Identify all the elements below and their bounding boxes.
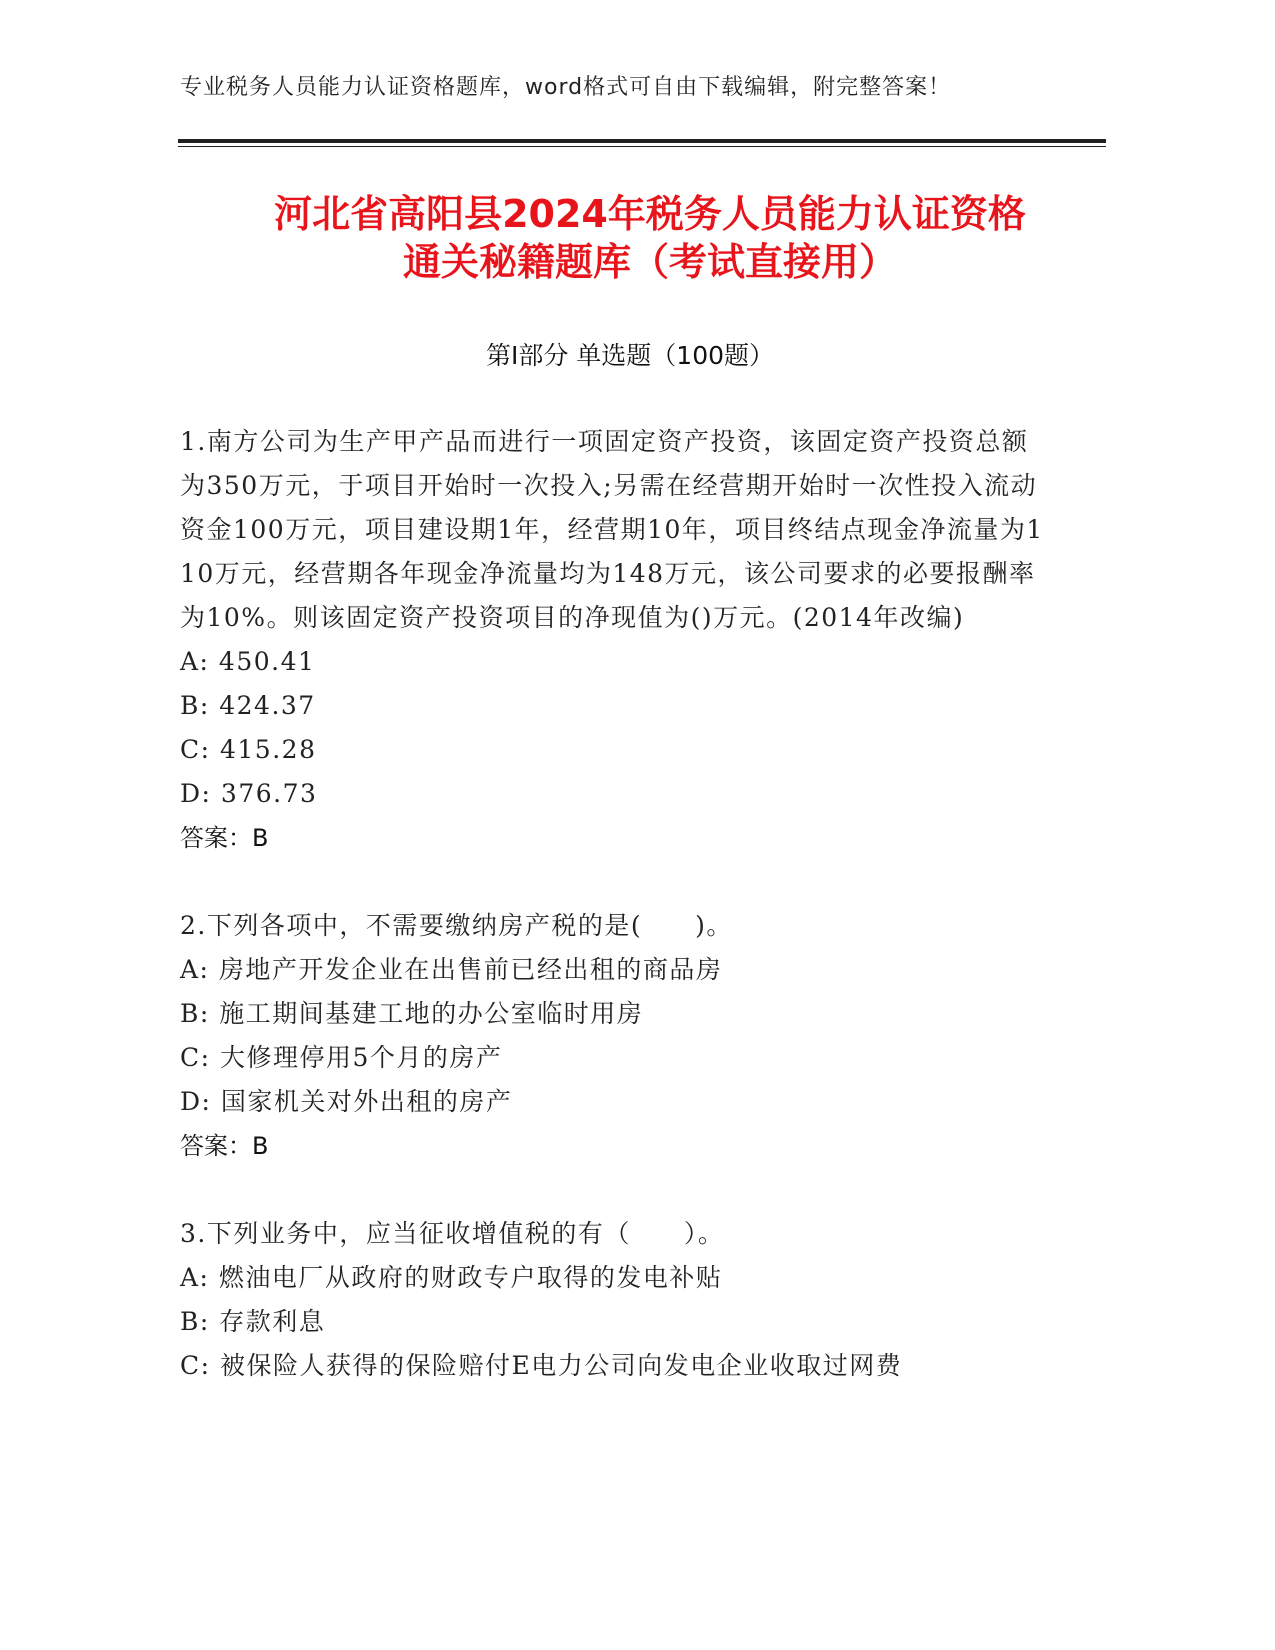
option-a: A: 燃油电厂从政府的财政专户取得的发电补贴 <box>180 1263 723 1292</box>
question-2 <box>180 904 1050 1168</box>
option-d: D: 376.73 <box>180 779 318 808</box>
option-a: A: 450.41 <box>180 647 316 676</box>
option-d: D: 国家机关对外出租的房产 <box>180 1087 513 1116</box>
answer: 答案：B <box>180 1132 269 1160</box>
header-note: 专业税务人员能力认证资格题库，word格式可自由下载编辑，附完整答案！ <box>180 75 952 100</box>
option-b: B: 施工期间基建工地的办公室临时用房 <box>180 999 644 1028</box>
option-c: C: 大修理停用5个月的房产 <box>180 1043 503 1072</box>
option-b: B: 存款利息 <box>180 1307 326 1336</box>
option-c: C: 415.28 <box>180 735 317 764</box>
section-title: 第Ⅰ部分 单选题（100题） <box>485 341 775 370</box>
title-line-1: 河北省高阳县2024年税务人员能力认证资格 <box>274 192 1026 236</box>
option-c: C: 被保险人获得的保险赔付E电力公司向发电企业收取过网费 <box>180 1351 903 1380</box>
title-line-2: 通关秘籍题库（考试直接用） <box>402 240 897 284</box>
question-stem: 1.南方公司为生产甲产品而进行一项固定资产投资，该固定资产投资总额为350万元，于项目开始时一次投入;另需在经营期开始时一次性投入流动资金100万元，项目建设期1年，经营期10年，项目终结点现金净流量为110万元，经营期各年现金净流量均为148万元，该公司要求的必要报酬率为10%。则该固定资产投资项目的净现值为()万元。(2014年改编) <box>180 427 1044 632</box>
option-a: A: 房地产开发企业在出售前已经出租的商品房 <box>180 955 723 984</box>
question-stem: 2.下列各项中，不需要缴纳房产税的是( )。 <box>180 911 733 940</box>
option-b: B: 424.37 <box>180 691 316 720</box>
question-list <box>180 420 1050 1432</box>
header-divider-thick <box>178 139 1106 143</box>
answer: 答案：B <box>180 824 269 852</box>
question-1 <box>180 420 1050 860</box>
document-title <box>150 190 1150 286</box>
question-stem: 3.下列业务中，应当征收增值税的有（ ）。 <box>180 1219 725 1248</box>
question-3 <box>180 1212 1050 1388</box>
header-divider-thin <box>178 146 1106 147</box>
